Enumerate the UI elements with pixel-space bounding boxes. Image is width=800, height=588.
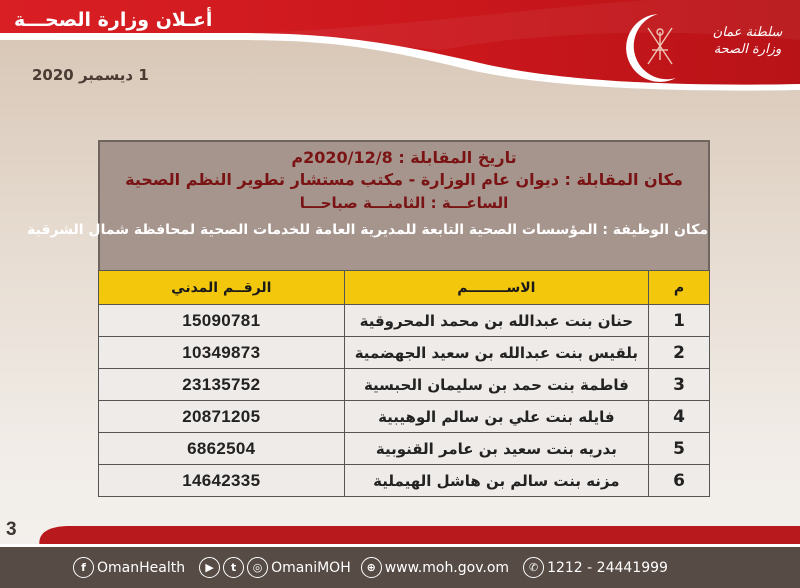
row-civil-id: 10349873: [99, 337, 345, 369]
row-index: 5: [649, 433, 710, 465]
table-row: [99, 433, 710, 465]
row-civil-id: 20871205: [99, 401, 345, 433]
social-links[interactable]: [199, 557, 351, 578]
interview-time: الساعـــة : الثامنـــة صباحـــا: [299, 194, 509, 212]
row-civil-id: 15090781: [99, 305, 345, 337]
logo-text-line2: وزارة الصحة: [713, 42, 782, 57]
row-name: فاطمة بنت حمد بن سليمان الحبسية: [344, 369, 648, 401]
facebook-link[interactable]: [73, 557, 185, 578]
row-index: 2: [649, 337, 710, 369]
row-index: 4: [649, 401, 710, 433]
header-index: م: [649, 271, 710, 305]
row-index: 3: [649, 369, 710, 401]
interview-date: تاريخ المقابلة : 2020/12/8م: [291, 148, 517, 167]
interview-place: مكان المقابلة : ديوان عام الوزارة - مكتب مستشار تطوير النظم الصحية: [125, 170, 683, 189]
table-row: [99, 465, 710, 497]
row-name: حنان بنت عبدالله بن محمد المحروقية: [344, 305, 648, 337]
job-location: مكان الوظيفة : المؤسسات الصحية التابعة للمديرية العامة للخدمات الصحية لمحافظة شمال الشرقية: [27, 222, 708, 238]
row-name: بلقيس بنت عبدالله بن سعيد الجهضمية: [344, 337, 648, 369]
row-name: فايله بنت علي بن سالم الوهيبية: [344, 401, 648, 433]
facebook-handle: OmanHealth: [97, 559, 186, 576]
footer-red-band: [0, 520, 800, 548]
page-number: 3: [6, 519, 17, 540]
row-index: 1: [649, 305, 710, 337]
instagram-icon[interactable]: ◎: [247, 557, 268, 578]
phone-icon: ✆: [523, 557, 544, 578]
facebook-icon: f: [73, 557, 94, 578]
announcement-title: أعـلان وزارة الصحـــة: [14, 9, 213, 31]
row-civil-id: 23135752: [99, 369, 345, 401]
logo-text-line1: سلطنة عمان: [712, 25, 783, 40]
website-url: www.moh.gov.om: [384, 559, 510, 576]
table-row: [99, 401, 710, 433]
table-row: [99, 305, 710, 337]
twitter-icon[interactable]: t: [223, 557, 244, 578]
header-name: الاســــــــم: [344, 271, 648, 305]
website-link[interactable]: [361, 557, 509, 578]
row-name: مزنه بنت سالم بن هاشل الهيملية: [344, 465, 648, 497]
header-civil-id: الرقــم المدني: [99, 271, 345, 305]
table-row: [99, 337, 710, 369]
globe-icon: ⊕: [361, 557, 382, 578]
row-name: بدريه بنت سعيد بن عامر القنوبية: [344, 433, 648, 465]
table-row: [99, 369, 710, 401]
contact-footer: [0, 547, 800, 588]
phone-link[interactable]: [523, 557, 668, 578]
table-header-row: [99, 271, 710, 305]
logo-text: [700, 24, 795, 58]
announcement-date: 1 ديسمبر 2020: [32, 66, 149, 84]
row-civil-id: 14642335: [99, 465, 345, 497]
interview-info-panel: [27, 140, 710, 270]
row-civil-id: 6862504: [99, 433, 345, 465]
candidates-table: [98, 270, 710, 497]
social-handle: OmaniMOH: [271, 559, 351, 576]
youtube-icon[interactable]: ▶: [199, 557, 220, 578]
row-index: 6: [649, 465, 710, 497]
phone-number: 1212 - 24441999: [547, 559, 668, 576]
